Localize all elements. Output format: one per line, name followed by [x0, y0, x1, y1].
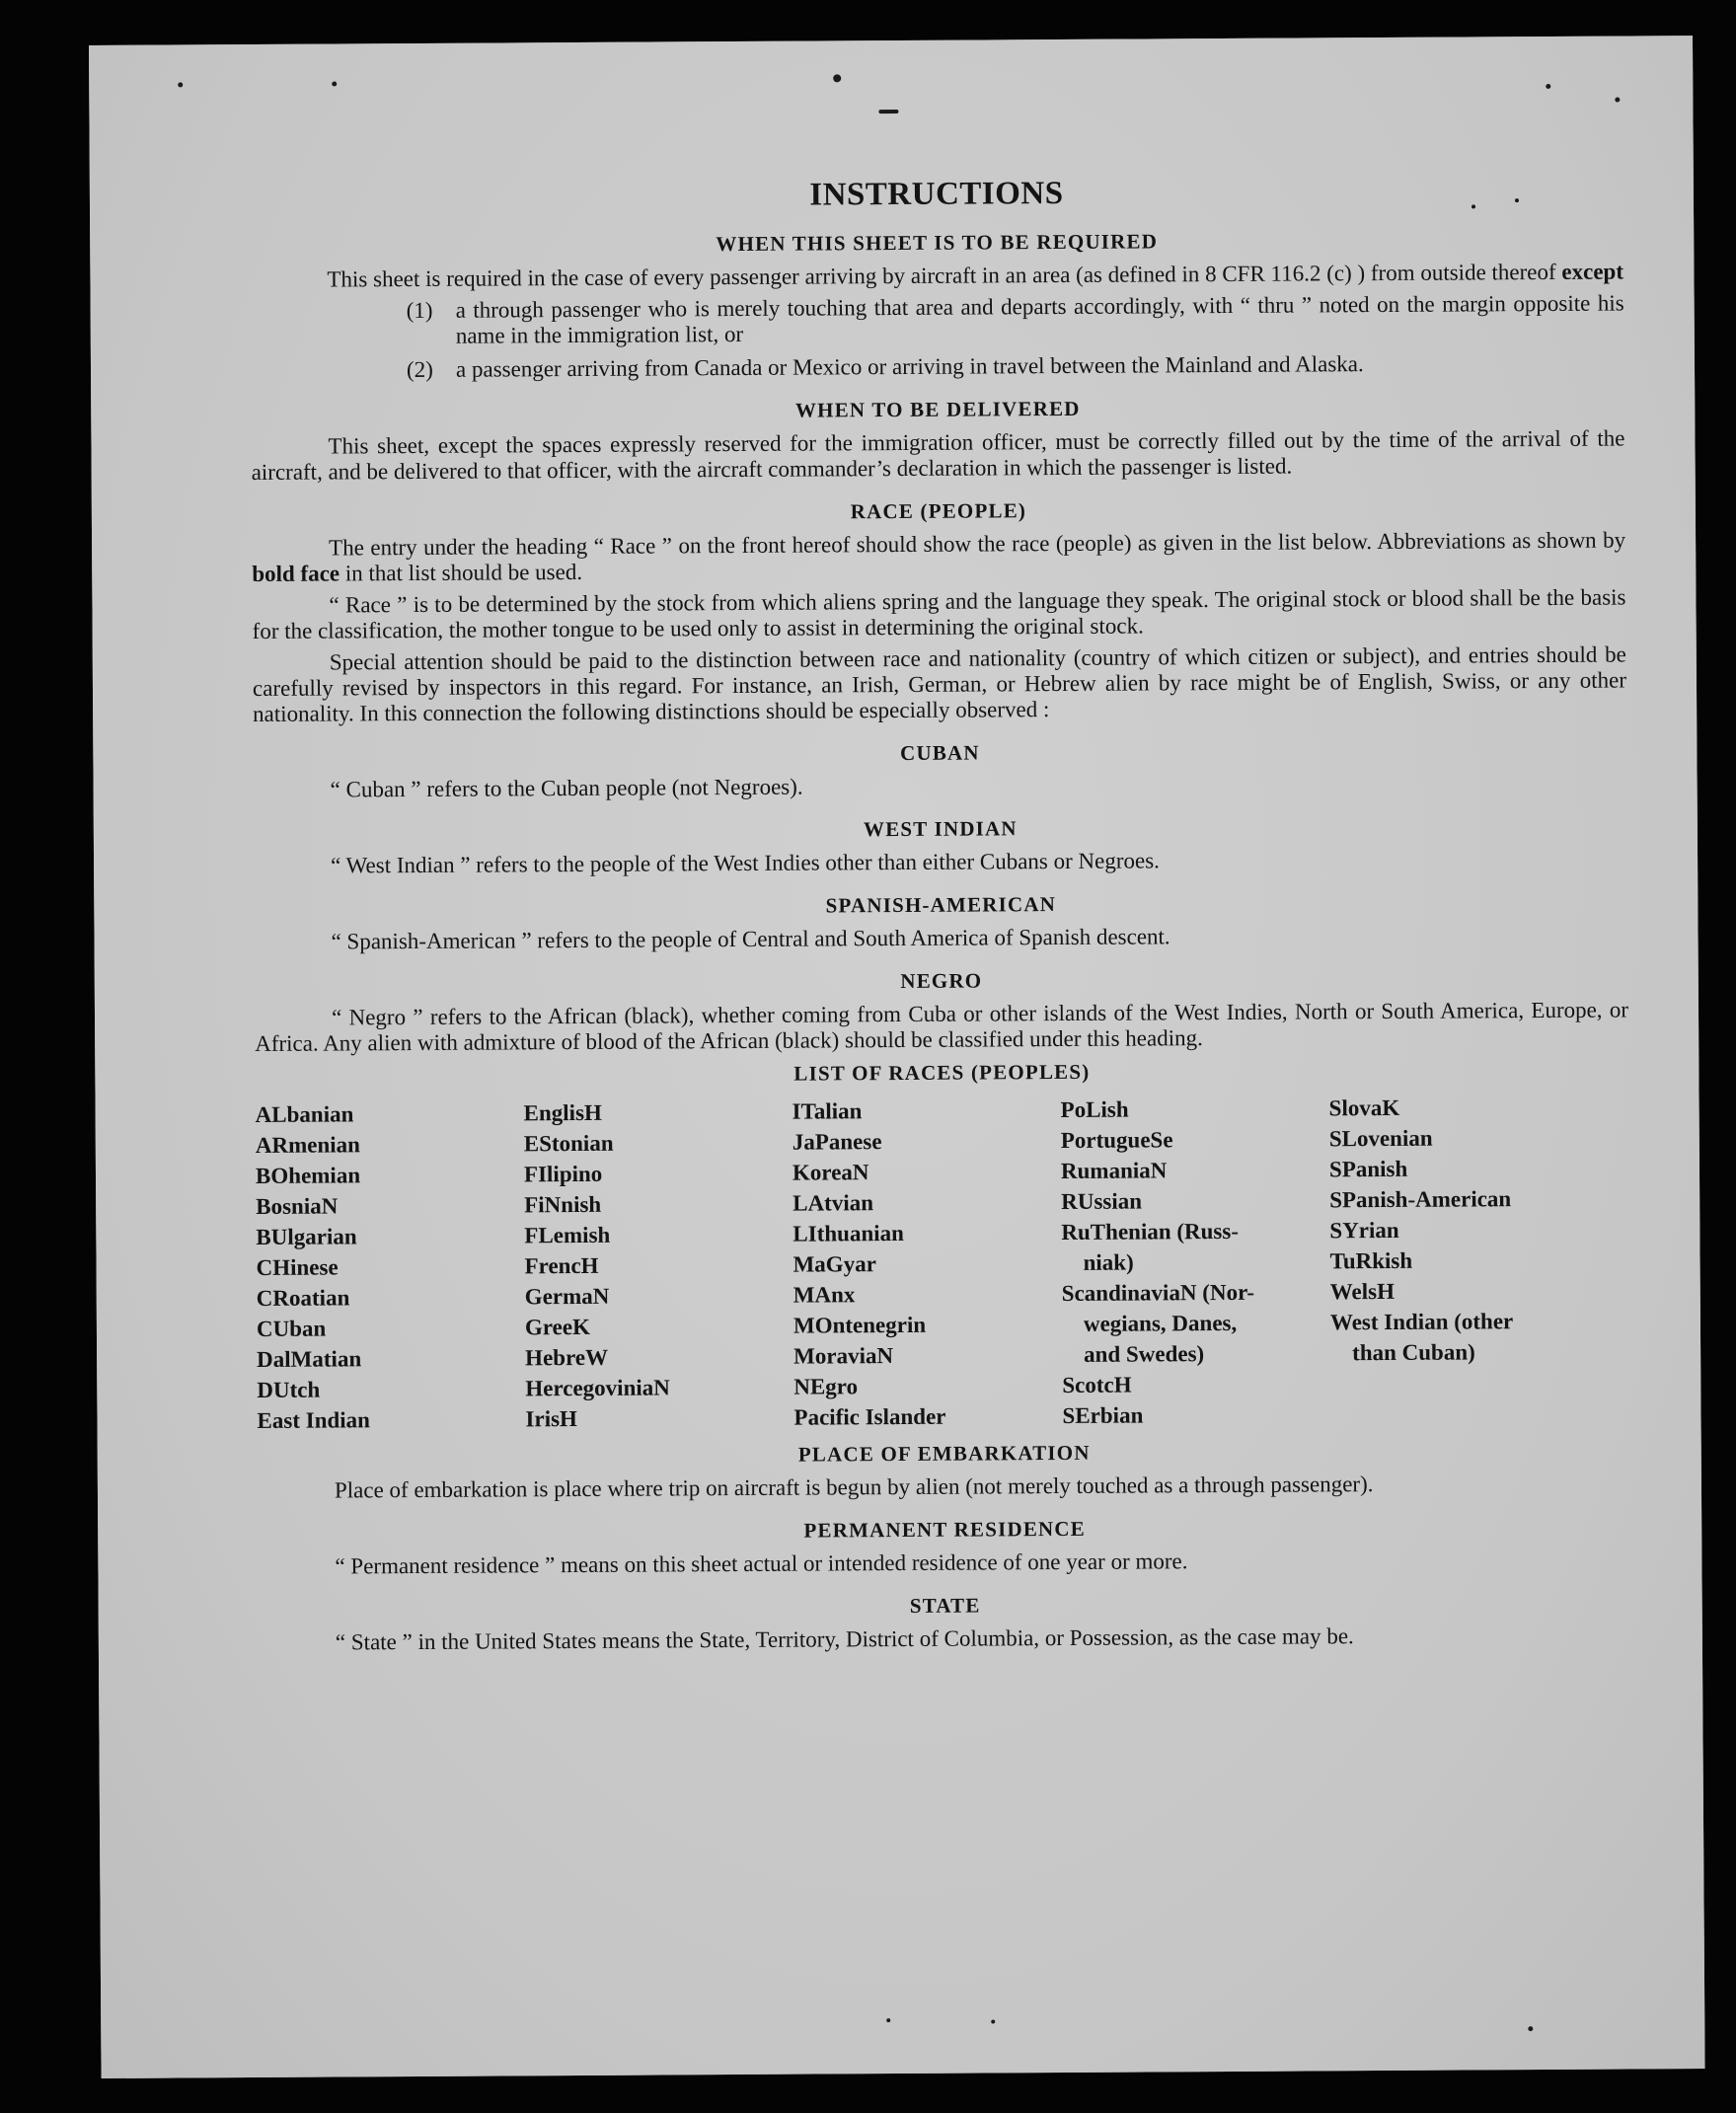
- document-sheet: [89, 36, 1705, 2078]
- heading-state: STATE: [909, 1593, 981, 1618]
- race-p1-bold: bold face: [252, 561, 340, 587]
- race-item: ITalian: [792, 1098, 863, 1124]
- required-intro-text: This sheet is required in the case of every passenger arriving by aircraft in an area (as defined in 8 CFR 116.2 (c) ) from outside thereof: [327, 259, 1556, 292]
- negro-text: “ Negro ” refers to the African (black), whether coming from Cuba or other islands of the West Indies, North or South America, Europe, or Africa. Any alien with admixture of blood of the African (black) should be classified under this heading.: [255, 997, 1629, 1056]
- race-item: CRoatian: [256, 1285, 350, 1311]
- race-item: JaPanese: [792, 1129, 882, 1155]
- speck: [878, 110, 898, 113]
- race-item: PoLish: [1060, 1096, 1129, 1123]
- exception-number: (2): [406, 356, 433, 383]
- race-item: LIthuanian: [793, 1220, 904, 1246]
- heading-cuban: CUBAN: [899, 740, 980, 765]
- race-item: RUssian: [1061, 1188, 1143, 1215]
- race-paragraph-3: Special attention should be paid to the distinction between race and nationality (country of which citizen or subject), and entries should be carefully revised by inspectors in this regard. For instance, an Irish, German, or Hebrew alien by race might be of English, Swiss, or any other nationality. In this connection the following distinctions should be especially observed :: [252, 641, 1627, 726]
- race-item: CHinese: [256, 1254, 339, 1280]
- required-intro-bold: except: [1561, 259, 1624, 284]
- state-text: “ State ” in the United States means the State, Territory, District of Columbia, or Possession, as the case may be.: [335, 1623, 1354, 1655]
- race-item: niak): [1083, 1249, 1134, 1275]
- exception-item-1: [407, 291, 1624, 350]
- race-p1-text-a: The entry under the heading “ Race ” on the front hereof should show the race (people) as given in the list below. Abbreviations as shown by: [329, 527, 1626, 561]
- embarkation-text: Place of embarkation is place where trip on aircraft is begun by alien (not merely touched as a through passenger).: [334, 1472, 1374, 1503]
- race-item: EnglisH: [523, 1099, 602, 1126]
- race-item: MAnx: [793, 1282, 856, 1308]
- heading-west-indian: WEST INDIAN: [863, 816, 1018, 842]
- race-item: wegians, Danes,: [1083, 1310, 1238, 1336]
- race-item: ALbanian: [255, 1101, 354, 1127]
- race-item: RumaniaN: [1060, 1158, 1168, 1184]
- race-list: [256, 1091, 1631, 1435]
- race-item: and Swedes): [1084, 1341, 1205, 1367]
- race-column-2: [524, 1096, 794, 1435]
- race-item: NEgro: [793, 1374, 859, 1399]
- speck: [833, 74, 841, 82]
- race-item: DalMatian: [257, 1346, 362, 1372]
- race-item: WelsH: [1329, 1278, 1395, 1305]
- delivered-text: This sheet, except the spaces expressly reserved for the immigration officer, must be correctly filled out by the time of the arrival of the aircraft, and be delivered to that officer, with the aircraft commander’s declaration in which the passenger is listed.: [251, 425, 1625, 486]
- speck: [1546, 84, 1550, 89]
- race-item: SYrian: [1329, 1217, 1399, 1244]
- race-item: SPanish-American: [1329, 1186, 1512, 1213]
- cuban-text: “ Cuban ” refers to the Cuban people (not Negroes).: [330, 774, 803, 802]
- exception-number: (1): [406, 297, 433, 324]
- race-item: FIlipino: [523, 1161, 603, 1187]
- west-indian-text: “ West Indian ” refers to the people of the West Indies other than either Cubans or Negroes.: [331, 848, 1160, 878]
- race-item: GermaN: [524, 1283, 610, 1310]
- heading-when-required: WHEN THIS SHEET IS TO BE REQUIRED: [716, 229, 1159, 257]
- race-item: IrisH: [525, 1406, 577, 1432]
- race-p1-text-b: in that list should be used.: [344, 559, 583, 586]
- race-item: PortugueSe: [1060, 1127, 1173, 1154]
- heading-list-of-races: LIST OF RACES (PEOPLES): [793, 1059, 1091, 1086]
- race-item: SlovaK: [1328, 1094, 1400, 1121]
- race-column-5: [1329, 1092, 1627, 1430]
- heading-race: RACE (PEOPLE): [850, 498, 1027, 524]
- race-item: than Cuban): [1352, 1339, 1475, 1366]
- race-item: FLemish: [524, 1222, 611, 1248]
- page-title: INSTRUCTIONS: [809, 175, 1064, 213]
- race-item: GreeK: [524, 1314, 591, 1340]
- race-item: Pacific Islander: [793, 1403, 946, 1430]
- race-item: ARmenian: [255, 1132, 360, 1158]
- race-item: HercegoviniaN: [525, 1375, 670, 1401]
- exception-item-2: [407, 350, 1624, 384]
- heading-negro: NEGRO: [900, 968, 983, 993]
- speck: [886, 2018, 890, 2022]
- speck: [1615, 98, 1620, 103]
- speck: [178, 82, 183, 87]
- race-item: KoreaN: [792, 1160, 869, 1185]
- race-item: MOntenegrin: [793, 1312, 927, 1338]
- race-item: HebreW: [525, 1344, 609, 1371]
- race-item: MaGyar: [793, 1251, 876, 1277]
- race-paragraph-2: “ Race ” is to be determined by the stock from which aliens spring and the language they speak. The original stock or blood shall be the basis for the classification, the mother tongue to be used only to assist in determining the original stock.: [252, 584, 1626, 643]
- race-item: ScotcH: [1062, 1372, 1132, 1398]
- race-paragraph-1: [252, 527, 1625, 587]
- race-item: ScandinaviaN (Nor-: [1061, 1279, 1255, 1307]
- race-column-4: [1061, 1093, 1331, 1431]
- race-item: TuRkish: [1329, 1247, 1413, 1274]
- race-item: CUban: [256, 1316, 327, 1341]
- race-item: FiNnish: [524, 1191, 602, 1218]
- race-item: RuThenian (Russ-: [1061, 1218, 1240, 1245]
- heading-permanent-residence: PERMANENT RESIDENCE: [803, 1516, 1087, 1543]
- race-item: LAtvian: [793, 1190, 874, 1216]
- heading-place-of-embarkation: PLACE OF EMBARKATION: [797, 1440, 1091, 1467]
- speck: [1528, 2026, 1533, 2031]
- race-item: BOhemian: [255, 1163, 361, 1188]
- race-item: EStonian: [523, 1130, 614, 1157]
- exception-text: a through passenger who is merely touching that area and departs accordingly, with “ thru ” noted on the margin opposite his name in the immigration list, or: [455, 290, 1624, 348]
- race-column-1: [256, 1097, 526, 1436]
- heading-when-delivered: WHEN TO BE DELIVERED: [794, 396, 1081, 422]
- race-item: SErbian: [1062, 1402, 1144, 1428]
- race-item: SLovenian: [1328, 1125, 1433, 1152]
- race-item: DUtch: [257, 1377, 321, 1402]
- instructions-content: [250, 173, 1632, 1662]
- required-intro: [250, 260, 1623, 294]
- race-column-3: [793, 1094, 1063, 1433]
- residence-text: “ Permanent residence ” means on this sheet actual or intended residence of one year or more.: [335, 1548, 1188, 1579]
- race-item: MoraviaN: [793, 1343, 894, 1369]
- speck: [991, 2019, 995, 2023]
- heading-spanish-american: SPANISH-AMERICAN: [825, 892, 1057, 918]
- race-item: BUlgarian: [256, 1224, 357, 1249]
- race-item: East Indian: [257, 1407, 371, 1433]
- exception-text: a passenger arriving from Canada or Mexico or arriving in travel between the Mainland and Alaska.: [455, 351, 1364, 382]
- speck: [332, 81, 337, 86]
- race-item: SPanish: [1328, 1156, 1408, 1182]
- race-item: West Indian (other: [1329, 1309, 1514, 1335]
- spanish-american-text: “ Spanish-American ” refers to the people of Central and South America of Spanish descent.: [331, 924, 1170, 954]
- race-item: BosniaN: [256, 1193, 339, 1219]
- race-item: FrencH: [524, 1252, 599, 1279]
